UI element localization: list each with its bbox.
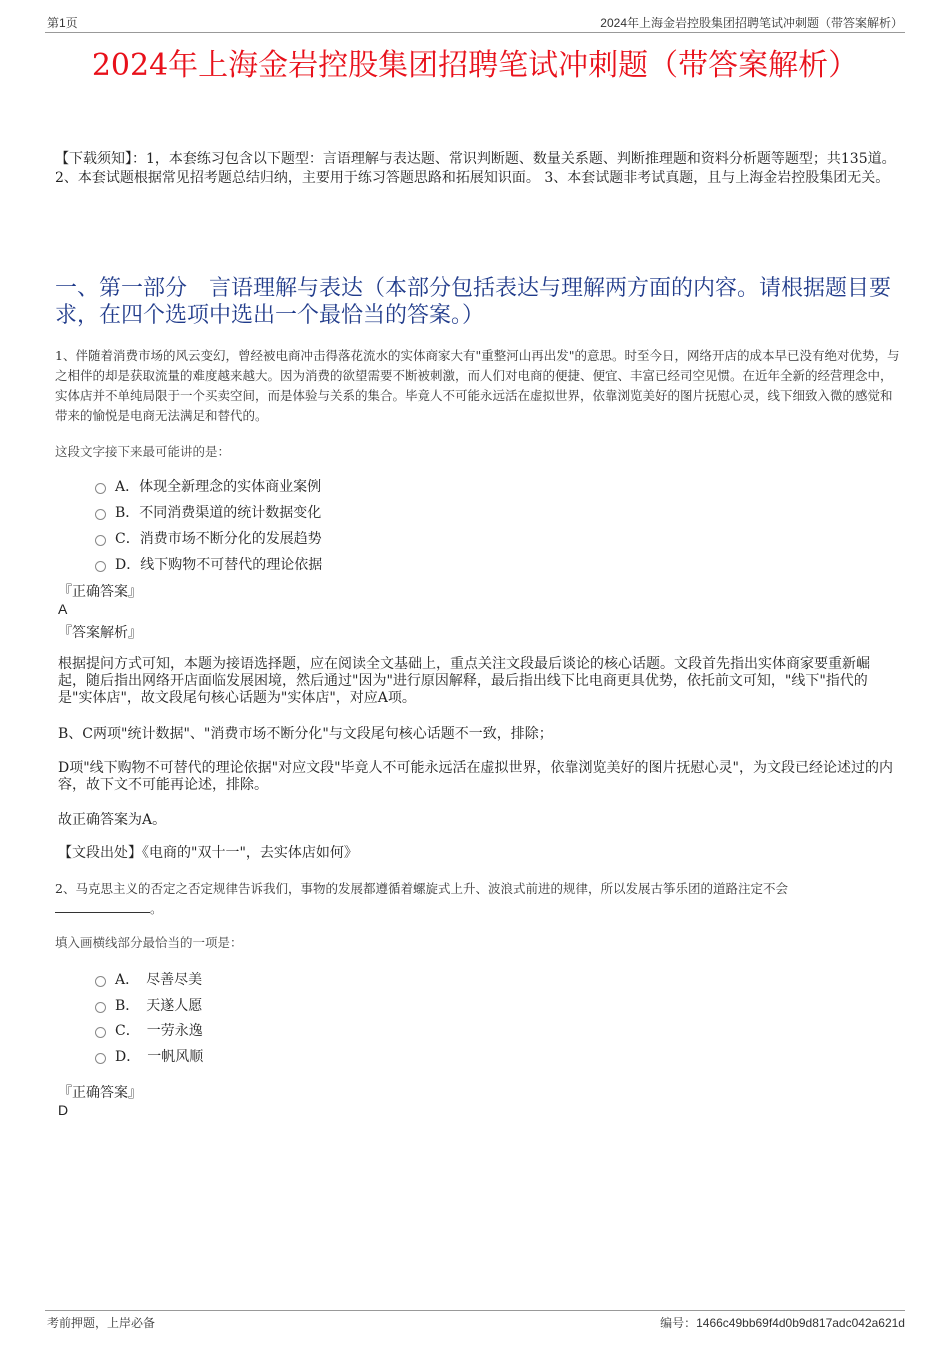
question-1-text: 1、伴随着消费市场的风云变幻，曾经被电商冲击得落花流水的实体商家大有"重整河山再出发"的意思。时至今日，网络开店的成本早已没有绝对优势，与之相伴的却是获取流量的难度越来越大。因为消费的欲望需要不断被刺激，而人们对电商的便捷、便宜、丰富已经司空见惯。在近年全新的经营理念中，实体店并不单纯局限于一个买卖空间，而是体验与关系的集合。毕竟人不可能永远活在虚拟世界，依靠浏览美好的图片抚慰心灵，线下细致入微的感觉和带来的愉悦是电商无法满足和替代的。	[55, 348, 900, 423]
radio-icon[interactable]	[95, 561, 106, 572]
option-label: C． 一劳永逸	[115, 1023, 203, 1039]
page-number: 第1页	[47, 16, 78, 30]
section-heading: 一、第一部分 言语理解与表达（本部分包括表达与理解两方面的内容。请根据题目要求，在四个选项中选出一个最恰当的答案。）	[55, 276, 892, 328]
analysis-paragraph: B、C两项"统计数据"、"消费市场不断分化"与文段尾句核心话题不一致，排除；	[58, 726, 553, 742]
download-notice: 【下载须知】：1，本套练习包含以下题型：言语理解与表达题、常识判断题、数量关系题、判断推理题和资料分析题等题型；共135道。 2、本套试题根据常见招考题总结归纳，主要用于练习答题思路和拓展知识面。 3、本套试题非考试真题，且与上海金岩控股集团无关。	[55, 151, 896, 186]
radio-icon[interactable]	[95, 1053, 106, 1064]
option-c[interactable]	[95, 1020, 203, 1040]
option-label: B．不同消费渠道的统计数据变化	[115, 505, 322, 521]
radio-icon[interactable]	[95, 1002, 106, 1013]
analysis-source: 【文段出处】《电商的"双十一"，去实体店如何》	[58, 845, 358, 861]
option-a[interactable]	[95, 969, 202, 989]
option-label: A．体现全新理念的实体商业案例	[115, 479, 322, 495]
analysis-label: 『答案解析』	[58, 625, 142, 641]
option-c[interactable]	[95, 528, 322, 548]
option-b[interactable]	[95, 502, 321, 522]
footer-slogan: 考前押题，上岸必备	[47, 1316, 156, 1330]
question-2-text: 2、马克思主义的否定之否定规律告诉我们，事物的发展都遵循着螺旋式上升、波浪式前进的规律，所以发展古筝乐团的道路注定不会 。	[55, 881, 788, 916]
footer-doc-id: 编号：1466c49bb69f4d0b9d817adc042a621d	[660, 1316, 905, 1330]
option-label: C．消费市场不断分化的发展趋势	[115, 531, 322, 547]
option-d[interactable]	[95, 1046, 203, 1066]
option-d[interactable]	[95, 554, 322, 574]
footer-divider	[45, 1310, 905, 1311]
answer-value: D	[58, 1102, 69, 1118]
answer-label: 『正确答案』	[58, 1085, 142, 1101]
answer-label: 『正确答案』	[58, 584, 142, 600]
radio-icon[interactable]	[95, 535, 106, 546]
question-1-prompt: 这段文字接下来最可能讲的是：	[55, 444, 231, 459]
radio-icon[interactable]	[95, 976, 106, 987]
analysis-paragraph: 故正确答案为A。	[58, 812, 167, 828]
radio-icon[interactable]	[95, 1027, 106, 1038]
option-label: D．线下购物不可替代的理论依据	[115, 557, 323, 573]
option-label: D． 一帆风顺	[115, 1049, 204, 1065]
option-b[interactable]	[95, 995, 202, 1015]
option-label: B． 天遂人愿	[115, 998, 203, 1014]
analysis-paragraph: 根据提问方式可知，本题为接语选择题，应在阅读全文基础上，重点关注文段最后谈论的核心话题。文段首先指出实体商家要重新崛起，随后指出网络开店面临发展困境，然后通过"因为"进行原因解释，最后指出线下比电商更具优势，依托前文可知，"线下"指代的是"实体店"，故文段尾句核心话题为"实体店"，对应A项。	[58, 656, 870, 706]
fill-blank	[55, 900, 150, 913]
answer-value: A	[58, 601, 68, 617]
header-divider	[45, 32, 905, 33]
question-2-prompt: 填入画横线部分最恰当的一项是：	[55, 935, 243, 950]
option-label: A． 尽善尽美	[115, 972, 203, 988]
document-title: 2024年上海金岩控股集团招聘笔试冲刺题（带答案解析）	[91, 48, 859, 83]
radio-icon[interactable]	[95, 509, 106, 520]
analysis-paragraph: D项"线下购物不可替代的理论依据"对应文段"毕竟人不可能永远活在虚拟世界，依靠浏览美好的图片抚慰心灵"，为文段已经论述过的内容，故下文不可能再论述，排除。	[58, 760, 893, 793]
header-doc-title: 2024年上海金岩控股集团招聘笔试冲刺题（带答案解析）	[600, 16, 903, 30]
radio-icon[interactable]	[95, 483, 106, 494]
option-a[interactable]	[95, 476, 321, 496]
